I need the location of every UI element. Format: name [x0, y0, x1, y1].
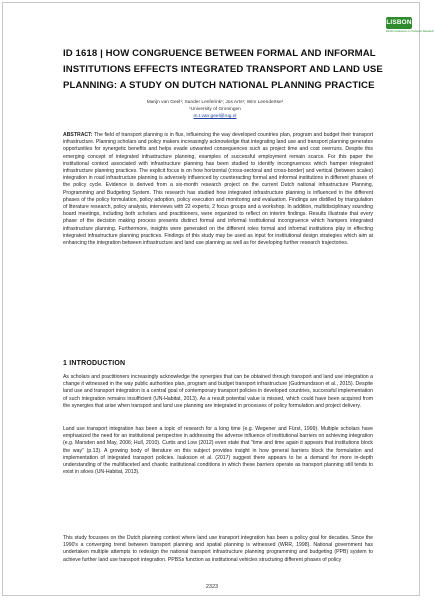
title-line: ID 1618 | HOW CONGRUENCE BETWEEN FORMAL AND INFORMAL: [63, 48, 376, 59]
paragraph: This study focusses on the Dutch planning context where land use transport integration has been a policy goal for decades. Since the 1990's a converging trend between transport planning and spatial planning is witnessed (WRR, 1998). National government has undertaken multiple attempts to redesign the national transport infrastructure planning programming and budgeting (PPB) system to achieve further land use transport integration. PPBSs function as institutional vehicles structuring different phases of policy: [63, 535, 373, 563]
author-list: Marijn van Geel¹; Sander Lenferink¹; Jos Arts¹; Wim Leendertse¹: [146, 100, 284, 105]
abstract-label: ABSTRACT:: [63, 132, 93, 138]
author-email-link[interactable]: m.t.van.geel@rug.nl: [193, 114, 237, 119]
affiliation: ¹University of Groningen: [189, 107, 241, 112]
section-heading: 1 INTRODUCTION: [63, 360, 126, 367]
abstract-text: The field of transport planning is in flux, influencing the way developed countries plan, program and budget their transport infrastructure. Planning scholars and policy makers increasingly acknowledge that integrating land use and transport planning generates opportunities for synergetic benefits and helps evade unwanted consequences such as project time and cost overruns. Despite this emerging concept of integrated infrastructure planning, examples of successful employment remain scarce. For this paper the institutional context associated with infrastructure planning has been studied to identify incongruences which hamper integrated infrastructure planning practices. The explicit focus is on how horizontal (cross-sectoral and cross-border) and vertical (between scales) integration in road infrastructure planning is adversely influenced by counteracting formal and informal institutions in different phases of the policy cycle. Evidence is derived from a six-month research project on the current Dutch national infrastructure Planning, Programming and Budgeting System. This research has studied how integrated infrastructure planning is influenced in the different phases of the policy formulation, policy adoption, policy execution and monitoring and evaluation. Findings are distilled by triangulation of literature research, policy analysis, interviews with 22 experts, 2 focus groups and a workshop. In addition, multidisciplinary sounding board meetings, including both scholars and practitioners, were organized to reflect on interim findings. Results illustrate that every phase of the decision making process presents distinct formal and informal institutional incongruence which hampers integrated infrastructure planning. Furthermore, insights were generated on the different roles formal and informal institutions play in effecting integrated infrastructure planning practices. Findings of this study may be used as input for institutional design strategies which aim at enhancing the integration between infrastructure and land use planning as well as for developing further research trajectories.: [63, 132, 373, 247]
title-line: INSTITUTIONS EFFECTS INTEGRATED TRANSPORT AND LAND USE: [63, 64, 383, 75]
abstract: [63, 132, 373, 247]
paragraph: Land use transport integration has been a topic of research for a long time (e.g. Wegener and Fürst, 1999). Multiple scholars have emphasized the need for an institutional perspective in addressing the adverse influence of institutional barriers on achieving integration (e.g. Marsden and May, 2006; Hull, 2010). Curtis and Low (2012) even state that "time and time again it appears that institutions block the way" (p.13). A growing body of literature on this subject provides insight in how general barriers block the formulation and implementation of integrated transport policies. Isaksson et al. (2017) suggest there appears to be a demand for more in-depth understanding of the multifaceted and chaotic institutional conditions in which these barriers operate as transport planning still tends to exist in siloes (UN-Habitat, 2013).: [63, 426, 373, 476]
conference-logo: [386, 17, 434, 33]
paper-page: [2, 2, 434, 596]
logo-badge: LISBON: [386, 17, 412, 29]
page-number: 2323: [205, 584, 219, 590]
title-line: PLANNING: A STUDY ON DUTCH NATIONAL PLANNING PRACTICE: [63, 80, 375, 91]
logo-subtext: World Conference on Transport Research: [386, 30, 434, 33]
paper-title: [63, 46, 383, 94]
paragraph: As scholars and practitioners increasingly acknowledge the synergies that can be obtained through transport and land use integration a change it witnessed in the way public authorities plan, program and budget transport infrastructure (Gudmundsson et al., 2015). Despite land use and transport integration is a central goal of contemporary transport policies in developed countries, successful implementation of such integration remains insufficient (UN-Habitat, 2013). As a result potential value is missed, which could have been acquired from the synergies that arise when transport and land use planning are integrated in processes of policy formulation and project delivery.: [63, 374, 373, 409]
